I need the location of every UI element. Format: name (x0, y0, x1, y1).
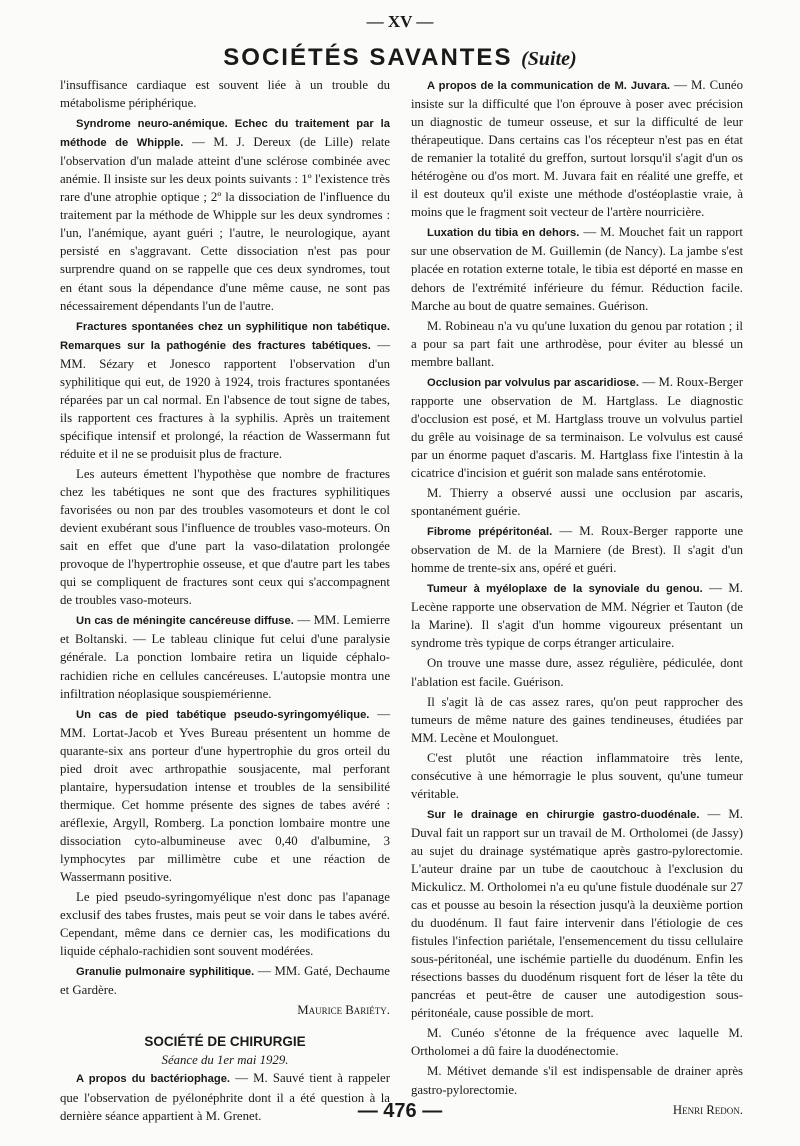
article-text: — MM. Lortat-Jacob et Yves Bureau présentent un homme de quarante-six ans porteur d'une hypertrophie du gros orteil du pied droit avec arthropathie sousjacente, mal perforant plantaire, hypersudation intense et troubles de la sensibilité thermique. Cet homme présente des signes de tabes avéré : aréflexie, Argyll, Romberg. La ponction lombaire montre une dissociation cyto-albumineuse avec 0,40 d'albumine, 3 lymphocytes par millimètre cube et une réaction de Wassermann positive. (60, 706, 390, 885)
article-heading: Un cas de pied tabétique pseudo-syringomyélique. (76, 708, 370, 721)
article-paragraph: M. Thierry a observé aussi une occlusion par ascaris, spontanément guérie. (411, 486, 743, 519)
article-text: — M. Mouchet fait un rapport sur une observation de M. Guillemin (de Nancy). La jambe s'est placée en rotation externe totale, le tibia est déporté en masse en dehors de l'extrémité inférieure du fémur. Réduction facile. Marche au bout de quatre semaines. Guérison. (411, 225, 743, 313)
article-text: — M. Duval fait un rapport sur un travail de M. Ortholomei (de Jassy) au sujet du drainage systématique après gastro-pylorectomie. L'auteur draine par un tube de caoutchouc à l'exclusion du Mickulicz. M. Ortholomei n'a eu qu'une fistule duodénale sur 27 cas et pousse au besoin la résection jusqu'à la deuxième portion du duodénum. Il faut faire intervenir dans l'étiologie de ces fistules l'infection pariétale, l'ensemencement du tissu cellulaire sous-péritonéal, une ischémie partielle du duodénum. Enfin les résections basses du duodénum risquent fort de léser la tête du pancréas et peut-être de causer une autodigestion sous-péritonéale, cause possible de mort. (411, 806, 743, 1021)
article-heading: Fractures spontanées chez un syphilitique non tabétique. Remarques sur la pathogénie des fractures tabétiques. (60, 320, 390, 352)
article-paragraph: M. Métivet demande s'il est indispensable de drainer après gastro-pylorectomie. (411, 1064, 743, 1097)
page-number: — 476 — (357, 1100, 443, 1122)
article-fractures-spontanees (60, 317, 390, 463)
article-paragraph: Il s'agit là de cas assez rares, qu'on peut rapprocher des tumeurs de même nature des gaines tendineuses, étudiées par MM. Lecène et Moulonguet. (411, 694, 743, 745)
article-paragraph: M. Robineau n'a vu qu'une luxation du genou par rotation ; il a pour sa part fait une arthrodèse, pour éviter au blessé un membre ballant. (411, 318, 743, 369)
article-heading: Tumeur à myéloplaxe de la synoviale du genou. (427, 583, 703, 596)
article-paragraph: On trouve une masse dure, assez régulière, pédiculée, dont l'ablation est facile. Guérison. (411, 656, 743, 689)
running-title (0, 44, 800, 72)
article-meningite-cancereuse (60, 611, 390, 702)
article-granulie (60, 962, 390, 999)
article-heading: Granulie pulmonaire syphilitique. (76, 966, 255, 979)
article-heading: Occlusion par volvulus par ascaridiose. (427, 376, 639, 389)
article-text: — MM. Sézary et Jonesco rapportent l'observation d'un syphilitique qui eut, de 1920 à 1924, trois fractures spontanées réparées par un cal normal. En l'absence de tout signe de tabes, ils rapportent ces fractures à la syphilis. Après un traitement spécifique intensif et prolongé, la réaction de Wassermann fut réduite et il ne se produisit plus de fracture. (60, 337, 390, 461)
article-text: — M. Roux-Berger rapporte une observation de M. Hartglass. Le diagnostic d'occlusion est posé, et M. Hartglass trouve un volvulus partiel du grêle au voisinage de sa terminaison. Le volvulus est causé par un énorme paquet d'ascaris. M. Hartglass fixe l'intestin à la cicatrice d'incision et guérit son malade sans entérotomie. (411, 374, 743, 480)
article-paragraph: C'est plutôt une réaction inflammatoire très lente, consécutive à une hémorragie le plus souvent, qu'une tumeur véritable. (411, 750, 743, 801)
author-signature: Maurice Bariéty. (297, 1003, 390, 1018)
author-signature: Henri Redon. (672, 1102, 743, 1117)
article-heading: A propos de la communication de M. Juvara. (427, 80, 671, 92)
article-occlusion-volvulus (411, 373, 743, 482)
article-heading: Sur le drainage en chirurgie gastro-duodénale. (427, 808, 700, 821)
article-text: — M. Cunéo insiste sur la difficulté que l'on éprouve à poser avec précision un diagnostic de tumeur osseuse, et sur la difficulté de leur thérapeutique. Dans certains cas l'os récepteur n'est pas en état de remanier la totalité du greffon, surtout lorsqu'il s'agit d'un os hétérogène ou d'os mort. M. Juvara fait en réalité une greffe, et il est douteux qu'il existe une méthode d'ostéoplastie vraie, à moins que le fragment soit vecteur de l'artère nourricière. (411, 78, 743, 220)
article-heading: Syndrome neuro-anémique. Echec du traitement par la méthode de Whipple. (60, 118, 390, 150)
article-text: — M. Sauvé tient à rappeler que l'observation de pyélonéphrite dont il a été question à la dernière séance appartient à M. Grenet. (60, 1071, 390, 1123)
article-text: — MM. Lemierre et Boltanski. — Le tableau clinique fut celui d'une paralysie générale. La ponction lombaire retira un liquide céphalo-rachidien riche en cellules cancéreuses. L'autopsie montra une infiltration néoplasique souspiemérienne. (60, 613, 390, 701)
section-chirurgie (60, 1033, 390, 1069)
article-text: — M. Lecène rapporte une observation de MM. Négrier et Tauton (de la Marine). Il s'agit d'un homme vigoureux présentant un syndrome très typique de corps étranger articulaire. (411, 581, 743, 651)
article-paragraph: M. Cunéo s'étonne de la fréquence avec laquelle M. Ortholomei a dû faire la duodénectomie. (411, 1026, 743, 1059)
session-date: Séance du 1er mai 1929. (161, 1053, 289, 1068)
article-syndrome-neuro-anemique (60, 114, 390, 315)
section-heading: SOCIÉTÉS SAVANTES (223, 44, 513, 71)
article-text: — M. Roux-Berger rapporte une observation de M. de la Marniere (de Brest). Il s'agit d'un homme de trente-six ans, opéré et guéri. (411, 524, 743, 576)
roman-folio: — XV — (366, 12, 434, 31)
carryover-paragraph: l'insuffisance cardiaque est souvent liée à un trouble du métabolisme périphérique. (60, 78, 390, 111)
suite-label: (Suite) (521, 48, 577, 70)
article-pied-tabetique (60, 705, 390, 886)
article-text: — MM. Gaté, Dechaume et Gardère. (60, 964, 390, 998)
right-column (411, 76, 743, 1121)
article-heading: Un cas de méningite cancéreuse diffuse. (76, 615, 294, 628)
article-fibrome (411, 522, 743, 577)
article-juvara (411, 76, 743, 221)
article-tumeur-myeloplaxe (411, 579, 743, 652)
society-title: SOCIÉTÉ DE CHIRURGIE (144, 1034, 306, 1050)
article-paragraph: Les auteurs émettent l'hypothèse que nombre de fractures chez les tabétiques ne sont que des fractures syphilitiques favorisées ou non par des troubles vasomoteurs et dont le col devient exubérant sous l'influence de troubles vaso-moteurs. On sait en effet que d'une part la vaso-dilatation prolongée provoque de l'hypertrophie osseuse, et que d'autre part les tabes qui se compliquent de fractures sont ceux qui s'accompagnent de troubles vaso-moteurs. (60, 466, 390, 608)
article-heading: Luxation du tibia en dehors. (427, 227, 580, 240)
article-heading: A propos du bactériophage. (76, 1073, 231, 1086)
article-paragraph: Le pied pseudo-syringomyélique n'est donc pas l'apanage exclusif des tabes frustes, mais peut se voir dans le tabes avéré. Cependant, même dans ce dernier cas, les modifications du liquide céphalo-rachidien sont souvent modérées. (60, 890, 390, 959)
left-column (60, 76, 390, 1127)
article-heading: Fibrome prépéritonéal. (427, 526, 553, 539)
article-text: — M. J. Dereux (de Lille) relate l'observation d'un malade atteint d'une sclérose combinée avec anémie. Il insiste sur les deux points suivants : 1º l'existence très rare d'une atrophie optique ; 2º la dissociation de l'influence du traitement par la méthode de Whipple sur les deux syndromes : l'un, l'anémique, ayant guéri ; l'autre, le neurologique, ayant persisté en s'aggravant. Cette dissociation n'est pas pour surprendre quand on se rappelle que ces deux syndromes, tout en étant sous la dépendance d'une même cause, ne sont pas nécessairement dépendants l'un de l'autre. (60, 135, 390, 313)
article-drainage (411, 805, 743, 1023)
article-luxation-tibia (411, 223, 743, 314)
